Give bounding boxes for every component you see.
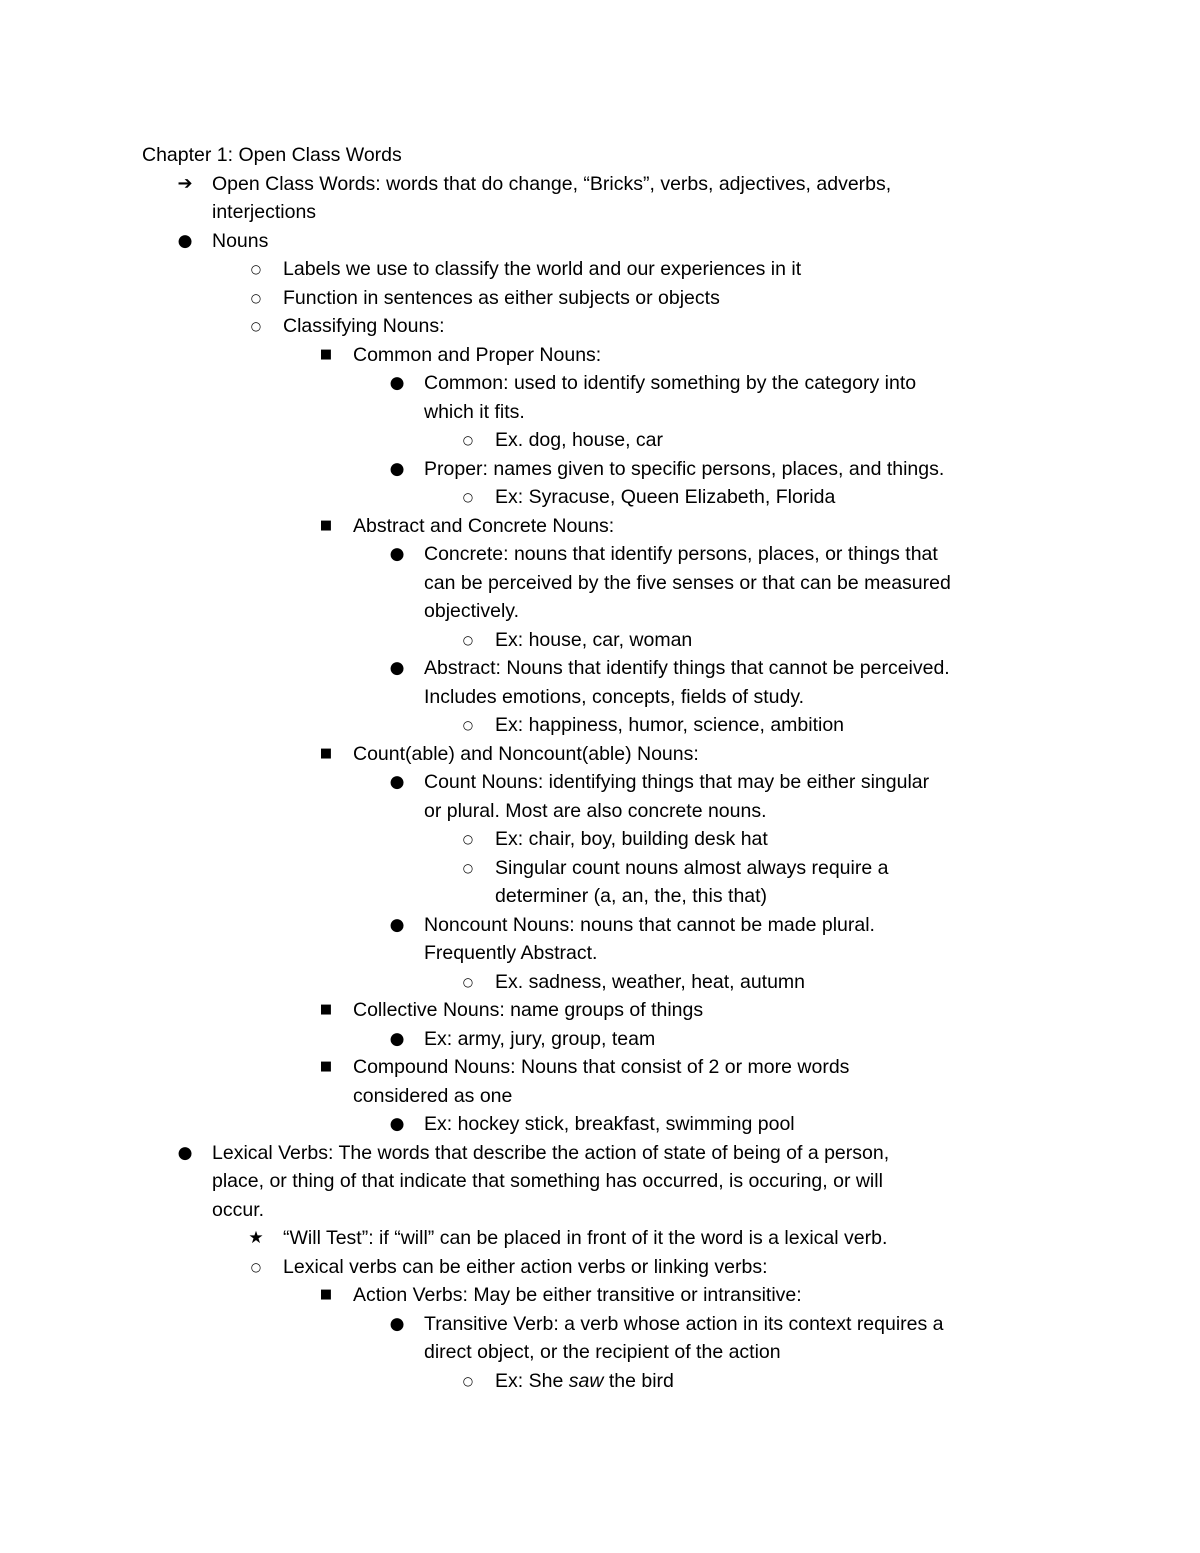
outline-item: [250, 312, 1090, 341]
circle-bullet-icon: ○: [462, 490, 474, 504]
emphasized-word: saw: [568, 1369, 604, 1392]
disc-bullet-icon: ●: [389, 1028, 405, 1049]
outline-item: [319, 1281, 1090, 1310]
outline-item-text: Lexical verbs can be either action verbs or linking verbs:: [283, 1255, 768, 1278]
outline-item: [389, 768, 1090, 825]
outline-item-text: Abstract: Nouns that identify things that cannot be perceived.: [424, 657, 950, 679]
circle-bullet-icon: ○: [250, 319, 262, 333]
outline-item-text: Labels we use to classify the world and our experiences in it: [283, 258, 802, 280]
outline-item-text: Count(able) and Noncount(able) Nouns:: [353, 742, 699, 765]
outline-item-text: Ex: Syracuse, Queen Elizabeth, Florida: [495, 486, 836, 508]
outline-item-text: Lexical Verbs: The words that describe the action of state of being of a person,: [212, 1141, 890, 1164]
disc-bullet-icon: ●: [177, 230, 193, 251]
circle-bullet-icon: ○: [250, 262, 262, 276]
circle-bullet-icon: ○: [250, 1259, 262, 1274]
outline-item-text: Singular count nouns almost always require a: [495, 856, 889, 879]
outline-item: [389, 911, 1090, 968]
outline-item: [248, 1224, 1090, 1253]
outline-item-text: which it fits.: [424, 400, 525, 423]
outline-item-text: Nouns: [212, 229, 269, 252]
outline-item-text: Proper: names given to specific persons, places, and things.: [424, 457, 945, 480]
arrow-bullet-icon: ➔: [177, 172, 193, 194]
outline-item-text: “Will Test”: if “will” can be placed in front of it the word is a lexical verb.: [283, 1227, 888, 1249]
outline-item: [389, 1110, 1090, 1139]
outline-item: [462, 968, 1090, 997]
outline-item: [389, 1310, 1090, 1367]
outline-item-text: Common: used to identify something by the category into: [424, 372, 917, 394]
outline-item: [319, 740, 1090, 769]
outline-item-text: Ex: She saw the bird: [495, 1369, 674, 1392]
star-bullet-icon: ★: [248, 1228, 264, 1248]
outline-item: [462, 1367, 1090, 1396]
outline-item: [389, 654, 1090, 711]
outline-item-text: interjections: [212, 201, 317, 223]
disc-bullet-icon: ●: [389, 772, 405, 792]
disc-bullet-icon: ●: [389, 1114, 405, 1134]
outline-item-text: Ex: army, jury, group, team: [424, 1027, 656, 1050]
outline-item-text: Common and Proper Nouns:: [353, 343, 602, 366]
square-bullet-icon: ■: [319, 1059, 333, 1074]
square-bullet-icon: ■: [319, 1002, 333, 1017]
outline-item-text: Ex: happiness, humor, science, ambition: [495, 714, 845, 736]
outline-item: [177, 1139, 1090, 1225]
outline-item-text: Includes emotions, concepts, fields of study.: [424, 685, 805, 708]
square-bullet-icon: ■: [319, 517, 333, 533]
circle-bullet-icon: ○: [462, 718, 474, 732]
outline-item-text: or plural. Most are also concrete nouns.: [424, 799, 767, 822]
outline-item-text: Collective Nouns: name groups of things: [353, 999, 704, 1021]
square-bullet-icon: ■: [319, 1287, 333, 1302]
outline-item: [462, 825, 1090, 854]
outline-item-text: considered as one: [353, 1084, 513, 1107]
outline-item-text: Concrete: nouns that identify persons, places, or things that: [424, 543, 938, 565]
disc-bullet-icon: ●: [177, 1142, 193, 1163]
outline-item-text: Ex: chair, boy, building desk hat: [495, 828, 768, 850]
outline-item-text: place, or thing of that indicate that something has occurred, is occuring, or will: [212, 1170, 883, 1192]
outline-item-text: Open Class Words: words that do change, “Bricks”, verbs, adjectives, adverbs,: [212, 172, 892, 195]
outline-item-text: Count Nouns: identifying things that may be either singular: [424, 771, 930, 793]
circle-bullet-icon: ○: [462, 1373, 474, 1388]
outline-item: [250, 255, 1090, 284]
outline-item: [319, 512, 1090, 541]
outline-item: [177, 170, 1090, 227]
outline-item-text: Transitive Verb: a verb whose action in its context requires a: [424, 1312, 944, 1335]
outline-item-text: occur.: [212, 1198, 265, 1221]
outline-item-text: objectively.: [424, 600, 520, 622]
outline-item-text: Action Verbs: May be either transitive or intransitive:: [353, 1284, 802, 1306]
disc-bullet-icon: ●: [389, 544, 405, 564]
circle-bullet-icon: ○: [462, 832, 474, 846]
outline-item: [250, 284, 1090, 313]
outline-item-text: determiner (a, an, the, this that): [495, 885, 768, 907]
disc-bullet-icon: ●: [389, 458, 405, 479]
disc-bullet-icon: ●: [389, 914, 405, 935]
circle-bullet-icon: ○: [462, 974, 474, 989]
outline-item-text: Ex. sadness, weather, heat, autumn: [495, 970, 806, 993]
outline-item: [389, 1025, 1090, 1054]
outline-item-text: can be perceived by the five senses or that can be measured: [424, 571, 951, 594]
disc-bullet-icon: ●: [389, 658, 405, 678]
circle-bullet-icon: ○: [462, 860, 474, 875]
outline-item: [462, 626, 1090, 655]
outline-item-text: Abstract and Concrete Nouns:: [353, 514, 615, 537]
outline-item: [319, 341, 1090, 370]
outline-item: [389, 455, 1090, 484]
outline-item-text: Ex. dog, house, car: [495, 429, 664, 451]
outline-item-text: Frequently Abstract.: [424, 942, 598, 964]
outline-item-text: Function in sentences as either subjects or objects: [283, 286, 720, 309]
outline-item-text: Compound Nouns: Nouns that consist of 2 or more words: [353, 1056, 850, 1078]
outline-item-text: Ex: house, car, woman: [495, 628, 693, 651]
outline-item: [177, 227, 1090, 256]
outline-item: [319, 996, 1090, 1025]
outline-item: [319, 1053, 1090, 1110]
circle-bullet-icon: ○: [250, 290, 262, 305]
outline-item: [389, 369, 1090, 426]
disc-bullet-icon: ●: [389, 373, 405, 393]
outline-item: [462, 854, 1090, 911]
outline-item: [462, 483, 1090, 512]
disc-bullet-icon: ●: [389, 1313, 405, 1334]
circle-bullet-icon: ○: [462, 433, 474, 447]
chapter-title: Chapter 1: Open Class Words: [142, 144, 402, 166]
outline-item-text: Ex: hockey stick, breakfast, swimming pool: [424, 1113, 795, 1135]
circle-bullet-icon: ○: [462, 632, 474, 647]
outline-item-text: direct object, or the recipient of the action: [424, 1341, 781, 1363]
outline-item: [462, 711, 1090, 740]
outline-item: [462, 426, 1090, 455]
square-bullet-icon: ■: [319, 346, 333, 362]
outline-item: [389, 540, 1090, 626]
square-bullet-icon: ■: [319, 745, 333, 761]
outline-item-text: Noncount Nouns: nouns that cannot be made plural.: [424, 913, 875, 936]
outline-item-text: Classifying Nouns:: [283, 315, 445, 337]
outline-item: [250, 1253, 1090, 1282]
